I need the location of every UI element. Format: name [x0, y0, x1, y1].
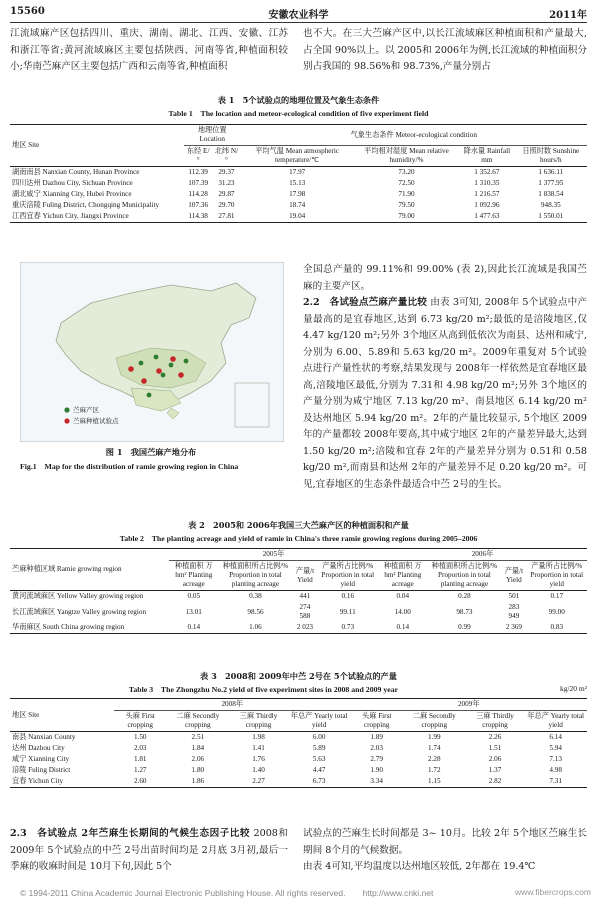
- map-legend-region: 苎麻产区: [73, 406, 99, 414]
- table3-caption-en: Table 3 The Zhongzhu No.2 yield of five experiment sites in 2008 and 2009 year: [128, 685, 399, 694]
- t1-h-site: 地区 Site: [12, 141, 40, 149]
- t2-h-region: 苎麻种植区域 Ramie growing region: [12, 565, 122, 573]
- t2-h-2006: 2006年: [378, 549, 587, 561]
- table3-unit: kg/20 m²: [559, 684, 587, 693]
- table-row: 宜春 Yichun City 2.60 1.86 2.27 6.73 3.34 1.15 2.82 7.31: [10, 776, 587, 788]
- t1-h-north: 北纬 N/°: [214, 147, 239, 164]
- table-row: 江西宜春 Yichun City, Jiangxi Province 114.38 27.81 19.04 79.00 1 477.63 1 550.01: [10, 211, 587, 223]
- map-legend-site: 苎麻种植试验点: [73, 417, 119, 425]
- table-row: 涪陵 Fuling District 1.27 1.80 1.40 4.47 1.90 1.72 1.37 4.98: [12, 766, 562, 774]
- section-2-3-body: 2008和 2009年 5个试验点的中苎 2号出苗时间均是 2月底 3月初,最后一季麻的收麻时间是 10月下旬,因此 5个: [10, 828, 288, 872]
- t1-h-east: 东经 E/°: [186, 147, 210, 164]
- right-column-mid: [303, 262, 587, 493]
- t1-h-rain: 降水量 Rainfall mm: [463, 147, 511, 164]
- t1-h-temp: 平均气温 Mean atmospheric temperature/℃: [255, 147, 340, 164]
- t3-h-2008: 2008年: [114, 699, 350, 711]
- paragraph-bottom-right-1: 试验点的苎麻生长时间都是 3~ 10月。比较 2年 5个地区苎麻生长期间 8个月的气候数据。: [303, 828, 587, 856]
- table2-caption-cn: 表 2 2005和 2006年我国三大苎麻产区的种植面积和产量: [188, 520, 409, 530]
- header-rule: [10, 22, 587, 23]
- journal-year: 2011年: [549, 10, 587, 21]
- running-header: [10, 6, 587, 22]
- table1: [10, 124, 587, 223]
- table-row: 咸宁 Xianning City 1.81 2.06 1.76 5.63 2.79 2.28 2.06 7.13: [12, 755, 562, 763]
- table2-caption-en: Table 2 The planting acreage and yield of ramie in China's three ramie growing regions during 2005–2006: [119, 534, 478, 543]
- table3: 地区 Site 2008年 2009年 头麻 First cropping 二麻 Secondly cropping 三麻 Thirdly cropping 年总产 Yearly total yield 头麻 First cropping 二麻 Secondly cropping 三麻 Thirdly cropping 年总产 Yearly total yield 南县 Nanxian County 1.50 2.51 1.98 6.00 1.89 1.99 2.26 6.14 达州 Dazhou City 2.03 1.84 1.41 5.89 2.03 1.74 1.51 5.94 咸宁 Xianning City 1.81 2.06 1.76 5.63 2.79 2.28 2.06 7.13 涪陵 Fuling District 1.27 1.80 1.40 4.47 1.90 1.72 1.37 4.98 宜春 Yichun City 2.60 1.86 2.27 6.73 3.34 1.15 2.82 7.31: [10, 698, 587, 788]
- table-row: 四川达州 Dazhou City, Sichuan Province 107.39 31.23 15.13 72.50 1 310.35 1 377.95: [12, 179, 564, 187]
- t1-h-meteor: 气象生态条件 Meteor-ecological condition: [241, 125, 588, 146]
- figure1-caption-en: Fig.1 Map for the distribution of ramie growing region in China: [20, 462, 239, 471]
- journal-name: 安徽农业科学: [268, 10, 329, 21]
- section-2-2-title: 2.2 各试验点苎麻产量比较: [303, 297, 428, 308]
- t3-h-site: 地区 Site: [12, 710, 40, 719]
- table1-caption-en: Table 1 The location and meteor-ecological condition of five experiment field: [168, 109, 429, 118]
- page-number: 15560: [10, 6, 45, 17]
- paragraph-bottom-right-2: 由表 4可知,平均温度以达州地区较低, 2年都在 19.4℃: [303, 861, 536, 872]
- china-map-figure: [20, 262, 284, 442]
- copyright-text: © 1994-2011 China Academic Journal Electronic Publishing House. All rights reserved. http://www.cnki.net: [20, 888, 434, 898]
- table-row: 华南麻区 South China growing region 0.14 1.06 2 023 0.73 0.14 0.99 2 369 0.83: [10, 622, 587, 634]
- left-column-bottom: [10, 826, 288, 876]
- figure1-caption-cn: 图 1 我国苎麻产地分布: [105, 447, 197, 457]
- site-watermark: www.fibercrops.com: [514, 887, 591, 897]
- table2: 苎麻种植区域 Ramie growing region 2005年 2006年 种植面积 万 hm² Planting acreage 种植面积所占比例/% Proportion in total planting acreage 产量/t Yield 产量所占比例/% Proportion in total yield 种植面积 万 hm² Planting acreage 种植面积所占比例/% Proportion in total planting acreage 产量/t Yield 产量所占比例/% Proportion in total yield 黄河流域麻区 Yellow Valley growing region 0.05 0.38 441 0.16 0.04 0.28 501 0.17 长江流域麻区 Yangtze Valley growing region 13.01 98.56 274 588 99.11 14.00 98.73 283 949 99.00 华南麻区 South China growing region 0.14 1.06 2 023 0.73 0.14 0.99 2 369 0.83: [10, 548, 587, 634]
- table3-caption-cn: 表 3 2008和 2009年中苎 2号在 5个试验点的产量: [200, 671, 397, 681]
- paragraph-continued: 全国总产量的 99.11%和 99.00% (表 2),因此长江流域是我国苎麻的主要产区。: [303, 264, 587, 292]
- t1-h-humidity: 平均相对湿度 Mean relative humidity/%: [364, 147, 449, 164]
- copyright-footer: [0, 887, 597, 901]
- left-column-top: 江流域麻产区包括四川、重庆、湖南、湖北、江西、安徽、江苏和浙江等省;黄河流域麻区主要包括陕西、河南等省,种植面积较小;华南苎麻产区主要包括广西和云南等省,种植面积: [10, 28, 288, 72]
- table-row: 南县 Nanxian County 1.50 2.51 1.98 6.00 1.89 1.99 2.26 6.14: [12, 733, 562, 741]
- t2-h-2005: 2005年: [169, 549, 378, 561]
- t1-h-location: 地理位置 Location: [184, 125, 241, 146]
- right-column-bottom: [303, 826, 587, 876]
- table1-caption-cn: 表 1 5个试验点的地理位置及气象生态条件: [217, 95, 380, 105]
- table-row: 长江流域麻区 Yangtze Valley growing region 13.01 98.56 274 588 99.11 14.00 98.73 283 949 99.00: [12, 603, 565, 620]
- china-map-icon: [21, 263, 283, 441]
- right-column-top: 也不大。在三大苎麻产区中,以长江流域麻区种植面积和产量最大,占全国 90%以上。以 2005和 2006年为例,长江流域的种植面积分别占我国的 98.56%和 98.73%,产量分别占: [303, 28, 587, 72]
- t1-h-sunshine: 日照时数 Sunshine hours/h: [522, 147, 580, 164]
- table-row: 湖南南县 Nanxian County, Hunan Province 112.39 29.37 17.97 73.20 1 352.67 1 636.11: [12, 168, 564, 176]
- section-2-3-title: 2.3 各试验点 2年苎麻生长期间的气候生态因子比较: [10, 828, 250, 839]
- table-row: 达州 Dazhou City 2.03 1.84 1.41 5.89 2.03 1.74 1.51 5.94: [12, 744, 562, 752]
- table-row: 黄河流域麻区 Yellow Valley growing region 0.05 0.38 441 0.16 0.04 0.28 501 0.17: [12, 592, 564, 600]
- section-2-2-body: 由表 3可知, 2008年 5个试验点中产量最高的是宜春地区,达到 6.73 kg/20 m²;最低的是涪陵地区,仅 4.47 kg/120 m²;另外 3个地区从高到低依次为南县、达州和咸宁,分别为 6.00、5.89和 5.63 kg/20 m²。2009年重复对 5个试验点进行产量性状的考察,结果发现与 2008年一样依然是宜春地区最高,涪陵地区最低,分别为 7.31和 4.98 kg/20 m²;另外 3个地区的产量分别为咸宁地区 7.13 kg/20 m²、南县地区 6.14 kg/20 m²及达州地区 5.94 kg/20 m²。2年的产量比较显示, 5个地区 2009年的产量都较 2008年要高,其中咸宁地区 2年的产量差异最大,达到 1.50 kg/20 m²;涪陵和宜春 2年的产量差异分别为 0.51和 0.58 kg/20 m²,而南县和达州 2年的产量差异不足 0.20 kg/20 m²。可见,宜春地区的生态条件最适合中苎 2号的生长。: [303, 297, 587, 490]
- t3-h-2009: 2009年: [350, 699, 587, 711]
- table-row: 湖北咸宁 Xianning City, Hubei Province 114.28 29.87 17.98 71.90 1 216.57 1 838.54: [12, 190, 564, 198]
- table-row: 重庆涪陵 Fuling District, Chongqing Municipality 107.36 29.70 18.74 79.50 1 092.96 948.35: [12, 201, 561, 209]
